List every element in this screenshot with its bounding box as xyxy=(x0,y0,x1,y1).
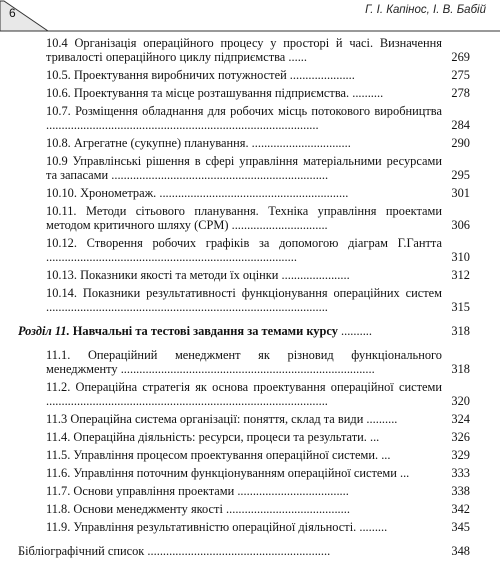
toc-entry-title: 10.14. Показники результативності функціонування операційних систем xyxy=(46,286,442,300)
toc-page-number: 318 xyxy=(451,362,470,376)
toc-entry[interactable] xyxy=(0,236,500,264)
toc-entry[interactable] xyxy=(0,36,500,64)
toc-entry-text xyxy=(46,68,442,82)
toc-leader-dots: .................................... xyxy=(234,484,349,498)
toc-entry[interactable] xyxy=(0,136,500,150)
toc-entry[interactable] xyxy=(0,86,500,100)
toc-entry[interactable] xyxy=(0,380,500,408)
toc-entry-title: 10.12. Створення робочих графіків за допомогою діаграм Г.Гантта xyxy=(46,236,442,250)
toc-page-number: 345 xyxy=(451,520,470,534)
toc-entry[interactable] xyxy=(0,204,500,232)
toc-entry-title: 11.5. Управління процесом проектування операційної системи. xyxy=(46,448,379,462)
toc-entry-text xyxy=(46,104,442,132)
toc-page-number: 342 xyxy=(451,502,470,516)
toc-entry-title: 10.6. Проектування та місце розташування підприємства. xyxy=(46,86,350,100)
toc-page-number: 348 xyxy=(451,544,470,558)
toc-entry-title: 10.13. Показники якості та методи їх оцінки xyxy=(46,268,279,282)
toc-entry-text xyxy=(46,268,442,282)
toc-page-number: 333 xyxy=(451,466,470,480)
toc-leader-dots: ... xyxy=(378,448,391,462)
toc-page-number: 284 xyxy=(451,118,470,132)
toc-entry[interactable] xyxy=(0,466,500,480)
toc-entry-text xyxy=(46,136,442,150)
table-of-contents xyxy=(0,36,500,562)
toc-leader-dots: ........................................................................................... xyxy=(46,300,328,314)
toc-entry-text xyxy=(46,286,442,314)
toc-page-number: 275 xyxy=(451,68,470,82)
toc-entry[interactable] xyxy=(0,348,500,376)
toc-leader-dots: ........................................................... xyxy=(144,544,331,558)
toc-entry-title: 10.11. Методи сітьового планування. Техніка управління проектами методом критичного шляху (CPM) xyxy=(46,204,442,232)
toc-leader-dots: ........................................ xyxy=(222,502,350,516)
toc-entry-title: Навчальні та тестові завдання за темами курсу xyxy=(72,324,338,338)
toc-entry[interactable] xyxy=(0,520,500,534)
toc-entry-text xyxy=(46,380,442,408)
toc-leader-dots: ... xyxy=(396,466,410,480)
toc-entry-text xyxy=(46,36,442,64)
toc-entry[interactable] xyxy=(0,484,500,498)
toc-entry[interactable] xyxy=(0,186,500,200)
toc-leader-dots: ...................................................................... xyxy=(108,168,329,182)
toc-entry-title: 10.8. Агрегатне (сукупне) планування. xyxy=(46,136,249,150)
toc-entry-text xyxy=(18,324,442,338)
toc-page-number: 269 xyxy=(451,50,470,64)
toc-page-number: 310 xyxy=(451,250,470,264)
toc-leader-dots: .......... xyxy=(337,324,372,338)
toc-entry-text xyxy=(46,484,442,498)
toc-entry-title: 10.4 Організація операційного процесу у просторі й часі. Визначення тривалості операційного циклу підприємства xyxy=(46,36,442,64)
toc-chapter-entry[interactable] xyxy=(0,544,500,558)
toc-entry-title: 11.1. Операційний менеджмент як різновид функціонального менеджменту xyxy=(46,348,442,376)
toc-entry[interactable] xyxy=(0,68,500,82)
toc-entry-title: 11.4. Операційна діяльність: ресурси, процеси та результати. xyxy=(46,430,367,444)
toc-entry[interactable] xyxy=(0,104,500,132)
toc-entry-title: 10.5. Проектування виробничих потужностей xyxy=(46,68,287,82)
toc-entry[interactable] xyxy=(0,430,500,444)
page-header xyxy=(0,0,500,34)
toc-entry-text xyxy=(46,502,442,516)
toc-entry-text xyxy=(46,430,442,444)
toc-page-number: 278 xyxy=(451,86,470,100)
toc-leader-dots: ..................... xyxy=(286,68,355,82)
toc-entry-text xyxy=(46,186,442,200)
toc-leader-dots: ................................................................................. xyxy=(46,250,297,264)
toc-page-number: 290 xyxy=(451,136,470,150)
toc-entry-title: 10.10. Хронометраж. xyxy=(46,186,157,200)
toc-page-number: 301 xyxy=(451,186,470,200)
toc-page-number: 306 xyxy=(451,218,470,232)
toc-entry[interactable] xyxy=(0,268,500,282)
toc-entry[interactable] xyxy=(0,154,500,182)
toc-page-number: 326 xyxy=(451,430,470,444)
toc-entry-text xyxy=(46,448,442,462)
toc-leader-dots: ........................................................................................... xyxy=(46,394,328,408)
toc-entry-text xyxy=(46,236,442,264)
toc-leader-dots: ........................................................................................ xyxy=(46,118,319,132)
toc-entry[interactable] xyxy=(0,286,500,314)
toc-entry-title: 11.8. Основи менеджменту якості xyxy=(46,502,223,516)
toc-leader-dots: .................................................................................. xyxy=(117,362,375,376)
toc-leader-dots: ............................... xyxy=(228,218,328,232)
toc-page-number: 338 xyxy=(451,484,470,498)
toc-entry-text xyxy=(46,466,442,480)
toc-entry-title: 11.9. Управління результативністю операційної діяльності. xyxy=(46,520,357,534)
toc-entry[interactable] xyxy=(0,412,500,426)
toc-page-number: 315 xyxy=(451,300,470,314)
toc-leader-dots: ................................ xyxy=(248,136,351,150)
toc-page-number: 320 xyxy=(451,394,470,408)
toc-entry-text xyxy=(46,412,442,426)
toc-entry-title: 10.7. Розміщення обладнання для робочих місць потокового виробництва xyxy=(46,104,442,118)
toc-entry-title: 10.9 Управлінські рішення в сфері управління матеріальними ресурсами та запасами xyxy=(46,154,442,182)
toc-entry-title: 11.3 Операційна система організації: поняття, склад та види xyxy=(46,412,364,426)
chapter-number: Розділ 11. xyxy=(18,324,70,338)
toc-leader-dots: ...................... xyxy=(278,268,350,282)
header-authors: Г. І. Капінос, І. В. Бабій xyxy=(365,4,486,16)
toc-page-number: 318 xyxy=(451,324,470,338)
toc-leader-dots: ... xyxy=(366,430,380,444)
toc-entry[interactable] xyxy=(0,448,500,462)
toc-page-number: 329 xyxy=(451,448,470,462)
page-number: 6 xyxy=(9,6,16,20)
toc-entry-text xyxy=(46,86,442,100)
toc-entry-title: 11.2. Операційна стратегія як основа проектування операційної системи xyxy=(46,380,442,394)
toc-entry-title: 11.6. Управління поточним функціонуванням операційної системи xyxy=(46,466,397,480)
toc-leader-dots: ...... xyxy=(285,50,307,64)
toc-entry-text xyxy=(18,544,442,558)
toc-page-number: 324 xyxy=(451,412,470,426)
toc-entry-text xyxy=(46,520,442,534)
toc-leader-dots: ......... xyxy=(356,520,388,534)
toc-chapter-entry[interactable] xyxy=(0,324,500,338)
toc-page-number: 312 xyxy=(451,268,470,282)
toc-entry-text xyxy=(46,154,442,182)
toc-entry-text xyxy=(46,348,442,376)
toc-leader-dots: ............................................................. xyxy=(156,186,349,200)
toc-entry-title: 11.7. Основи управління проектами xyxy=(46,484,235,498)
toc-leader-dots: .......... xyxy=(349,86,384,100)
toc-entry[interactable] xyxy=(0,502,500,516)
toc-entry-text xyxy=(46,204,442,232)
toc-leader-dots: .......... xyxy=(363,412,398,426)
toc-entry-title: Бібліографічний список xyxy=(18,544,145,558)
toc-page-number: 295 xyxy=(451,168,470,182)
